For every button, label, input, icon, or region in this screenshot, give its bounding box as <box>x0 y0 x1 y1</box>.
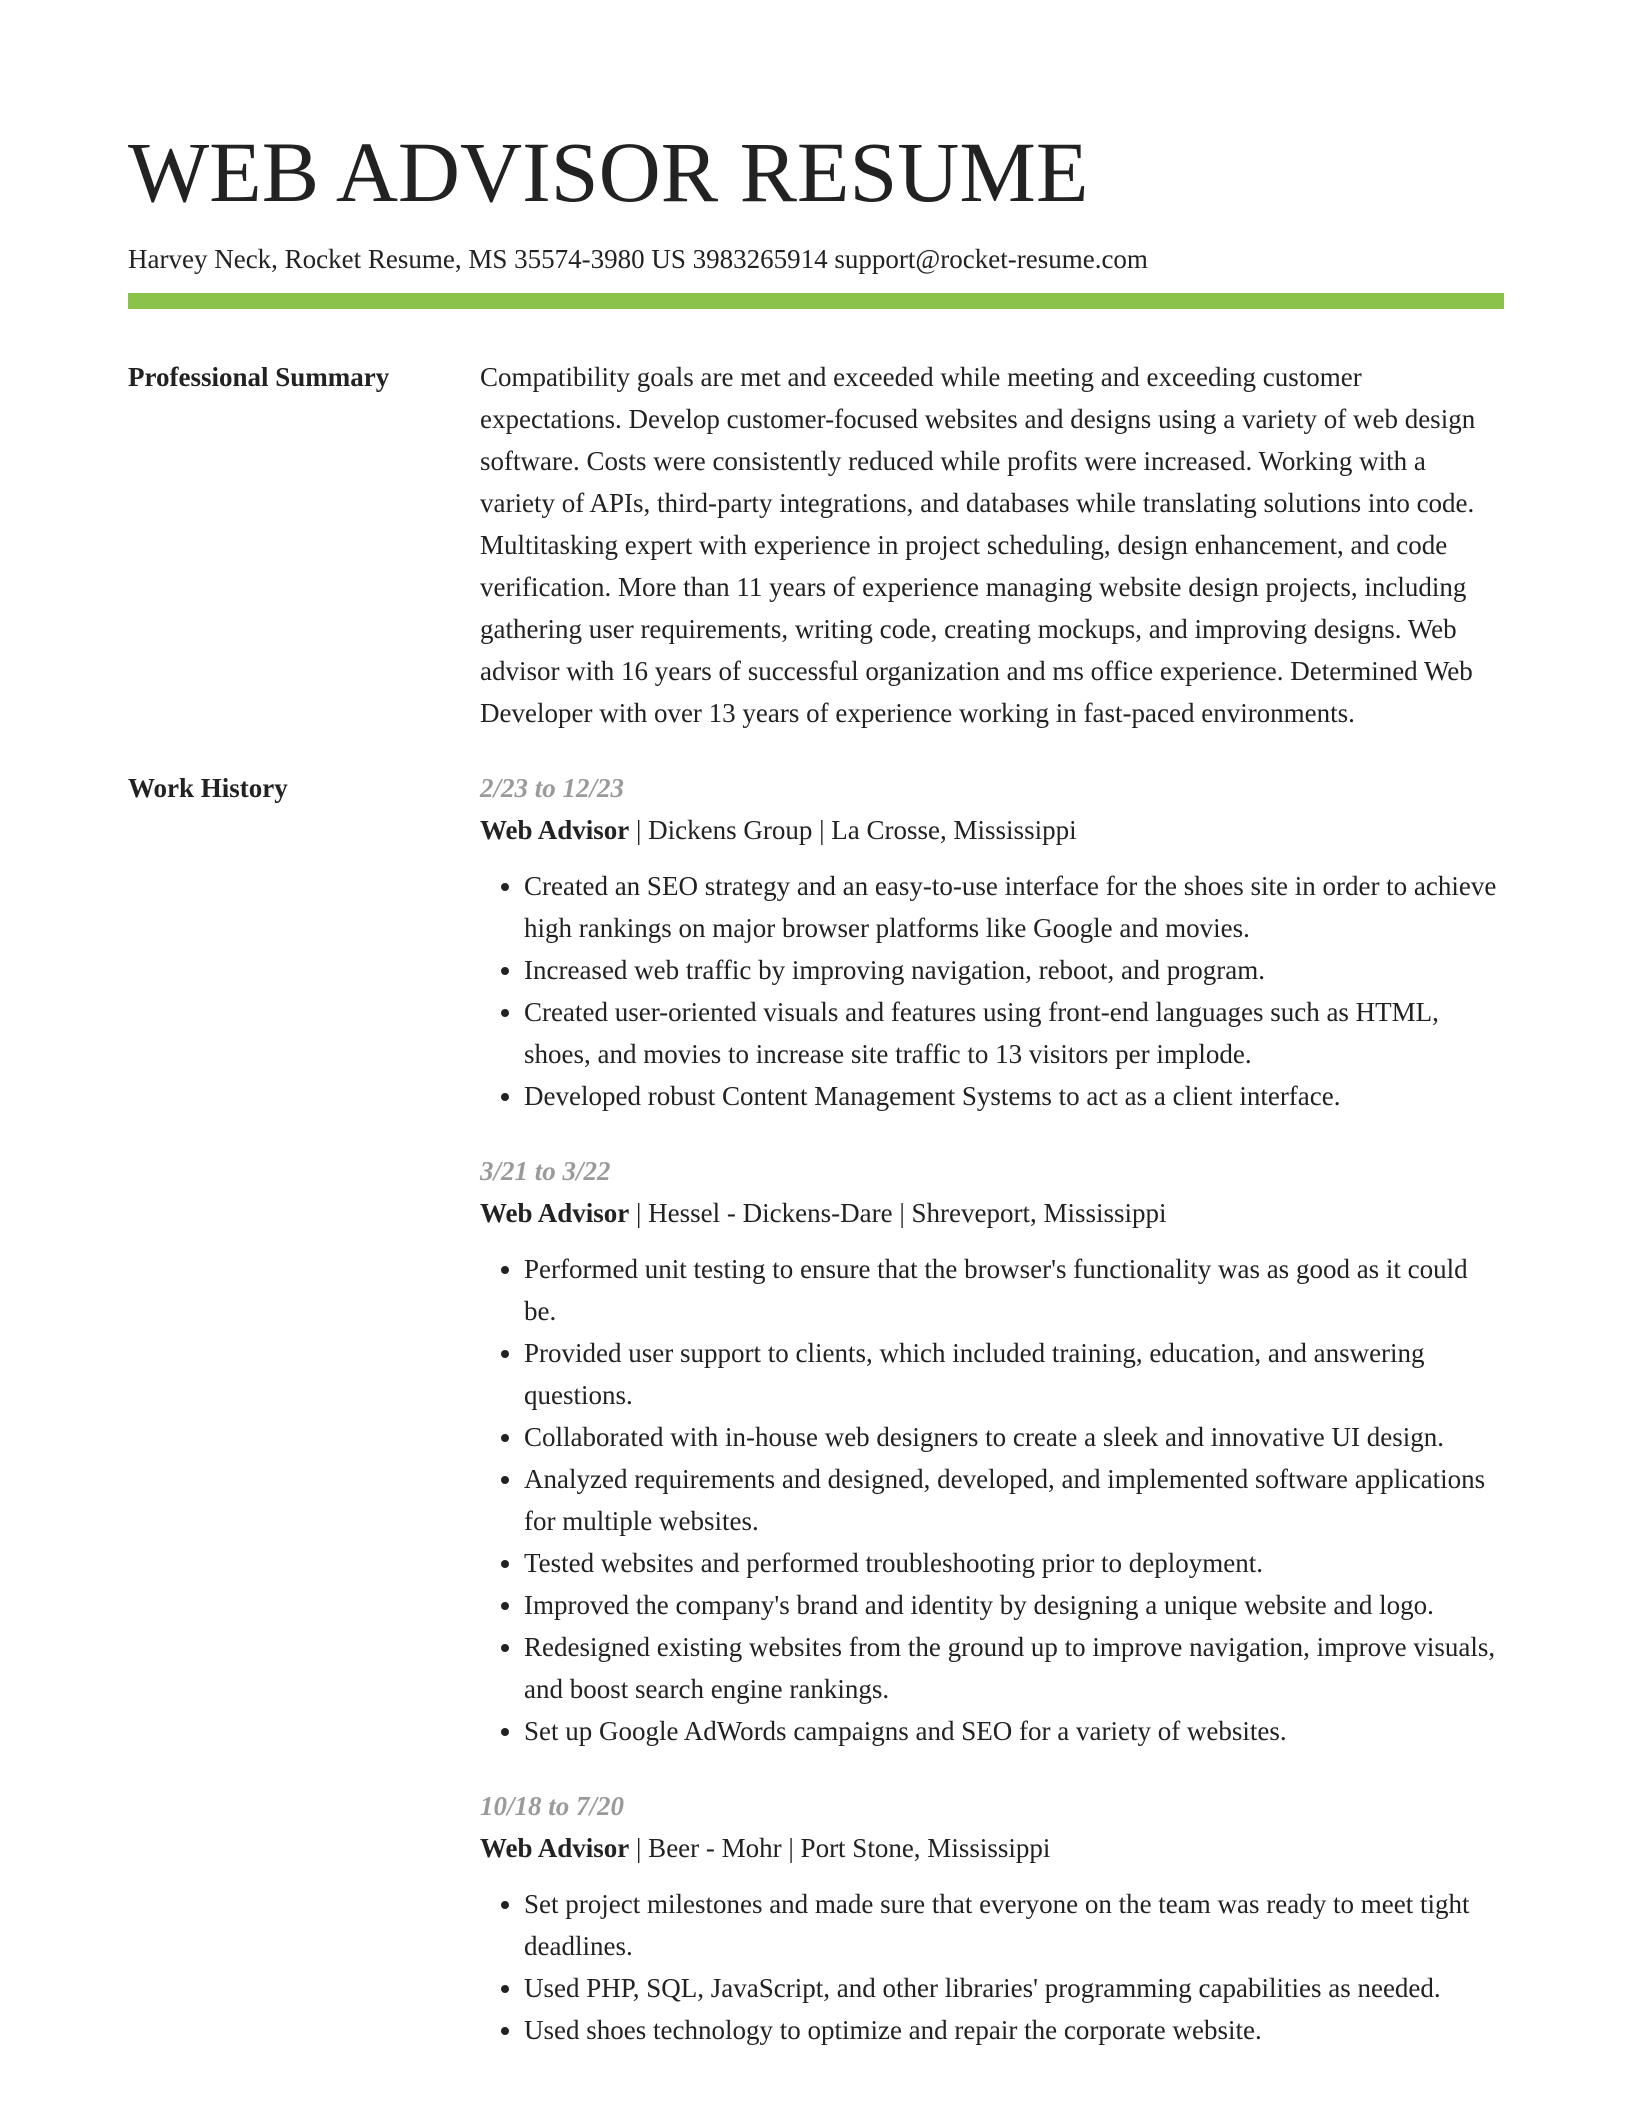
section-label-work-history: Work History <box>128 773 288 803</box>
job-company-location: | Hessel - Dickens-Dare | Shreveport, Mississippi <box>629 1198 1167 1228</box>
job-bullet: • Used PHP, SQL, JavaScript, and other libraries' programming capabilities as needed. <box>524 1967 1504 2009</box>
job-bullet: • Provided user support to clients, which included training, education, and answering questions. <box>524 1332 1504 1416</box>
job-title: Web Advisor <box>480 815 630 845</box>
job-bullet: • Used shoes technology to optimize and repair the corporate website. <box>524 2009 1504 2051</box>
job-company-location: | Dickens Group | La Crosse, Mississippi <box>629 815 1077 845</box>
job-entry <box>480 1150 1504 1752</box>
job-bullet: • Collaborated with in-house web designers to create a sleek and innovative UI design. <box>524 1416 1504 1458</box>
job-bullet: • Performed unit testing to ensure that the browser's functionality was as good as it could be. <box>524 1248 1504 1332</box>
job-entry <box>480 1785 1504 2051</box>
job-bullet: • Created an SEO strategy and an easy-to-use interface for the shoes site in order to achieve high rankings on major browser platforms like Google and movies. <box>524 865 1504 949</box>
job-heading <box>480 809 1504 851</box>
job-bullet-list <box>480 865 1504 1117</box>
contact-line: Harvey Neck, Rocket Resume, MS 35574-3980 US 3983265914 support@rocket-resume.com <box>128 244 1148 274</box>
resume-page <box>128 0 1504 2084</box>
job-bullet-list <box>480 1248 1504 1752</box>
summary-text: Compatibility goals are met and exceeded while meeting and exceeding customer expectations. Develop customer-focused websites and designs using a variety of web design software. Costs were consistently reduced while profits were increased. Working with a variety of APIs, third-party integrations, and databases while translating solutions into code. Multitasking expert with experience in project scheduling, design enhancement, and code verification. More than 11 years of experience managing website design projects, including gathering user requirements, writing code, creating mockups, and improving designs. Web advisor with 16 years of successful organization and ms office experience. Determined Web Developer with over 13 years of experience working in fast-paced environments. <box>480 362 1476 728</box>
job-title: Web Advisor <box>480 1833 630 1863</box>
job-heading <box>480 1827 1504 1869</box>
accent-divider <box>128 293 1504 309</box>
job-bullet: • Set project milestones and made sure that everyone on the team was ready to meet tight deadlines. <box>524 1883 1504 1967</box>
job-bullet: • Set up Google AdWords campaigns and SEO for a variety of websites. <box>524 1710 1504 1752</box>
professional-summary-section <box>128 356 1504 734</box>
job-title: Web Advisor <box>480 1198 630 1228</box>
job-dates: 2/23 to 12/23 <box>480 773 625 803</box>
job-bullet: • Analyzed requirements and designed, developed, and implemented software applications for multiple websites. <box>524 1458 1504 1542</box>
job-dates: 3/21 to 3/22 <box>480 1156 611 1186</box>
work-history-body <box>480 767 1504 2084</box>
job-bullet-list <box>480 1883 1504 2051</box>
work-history-section <box>128 767 1504 2084</box>
job-bullet: • Improved the company's brand and identity by designing a unique website and logo. <box>524 1584 1504 1626</box>
job-bullet: • Tested websites and performed troubleshooting prior to deployment. <box>524 1542 1504 1584</box>
section-label-summary: Professional Summary <box>128 362 390 392</box>
job-bullet: • Increased web traffic by improving navigation, reboot, and program. <box>524 949 1504 991</box>
summary-body <box>480 356 1504 734</box>
job-bullet: • Redesigned existing websites from the ground up to improve navigation, improve visuals, and boost search engine rankings. <box>524 1626 1504 1710</box>
resume-title: WEB ADVISOR RESUME <box>128 124 1089 220</box>
job-company-location: | Beer - Mohr | Port Stone, Mississippi <box>629 1833 1051 1863</box>
job-bullet: • Created user-oriented visuals and features using front-end languages such as HTML, shoes, and movies to increase site traffic to 13 visitors per implode. <box>524 991 1504 1075</box>
job-bullet: • Developed robust Content Management Systems to act as a client interface. <box>524 1075 1504 1117</box>
job-entry <box>480 767 1504 1117</box>
job-heading <box>480 1192 1504 1234</box>
job-dates: 10/18 to 7/20 <box>480 1791 625 1821</box>
